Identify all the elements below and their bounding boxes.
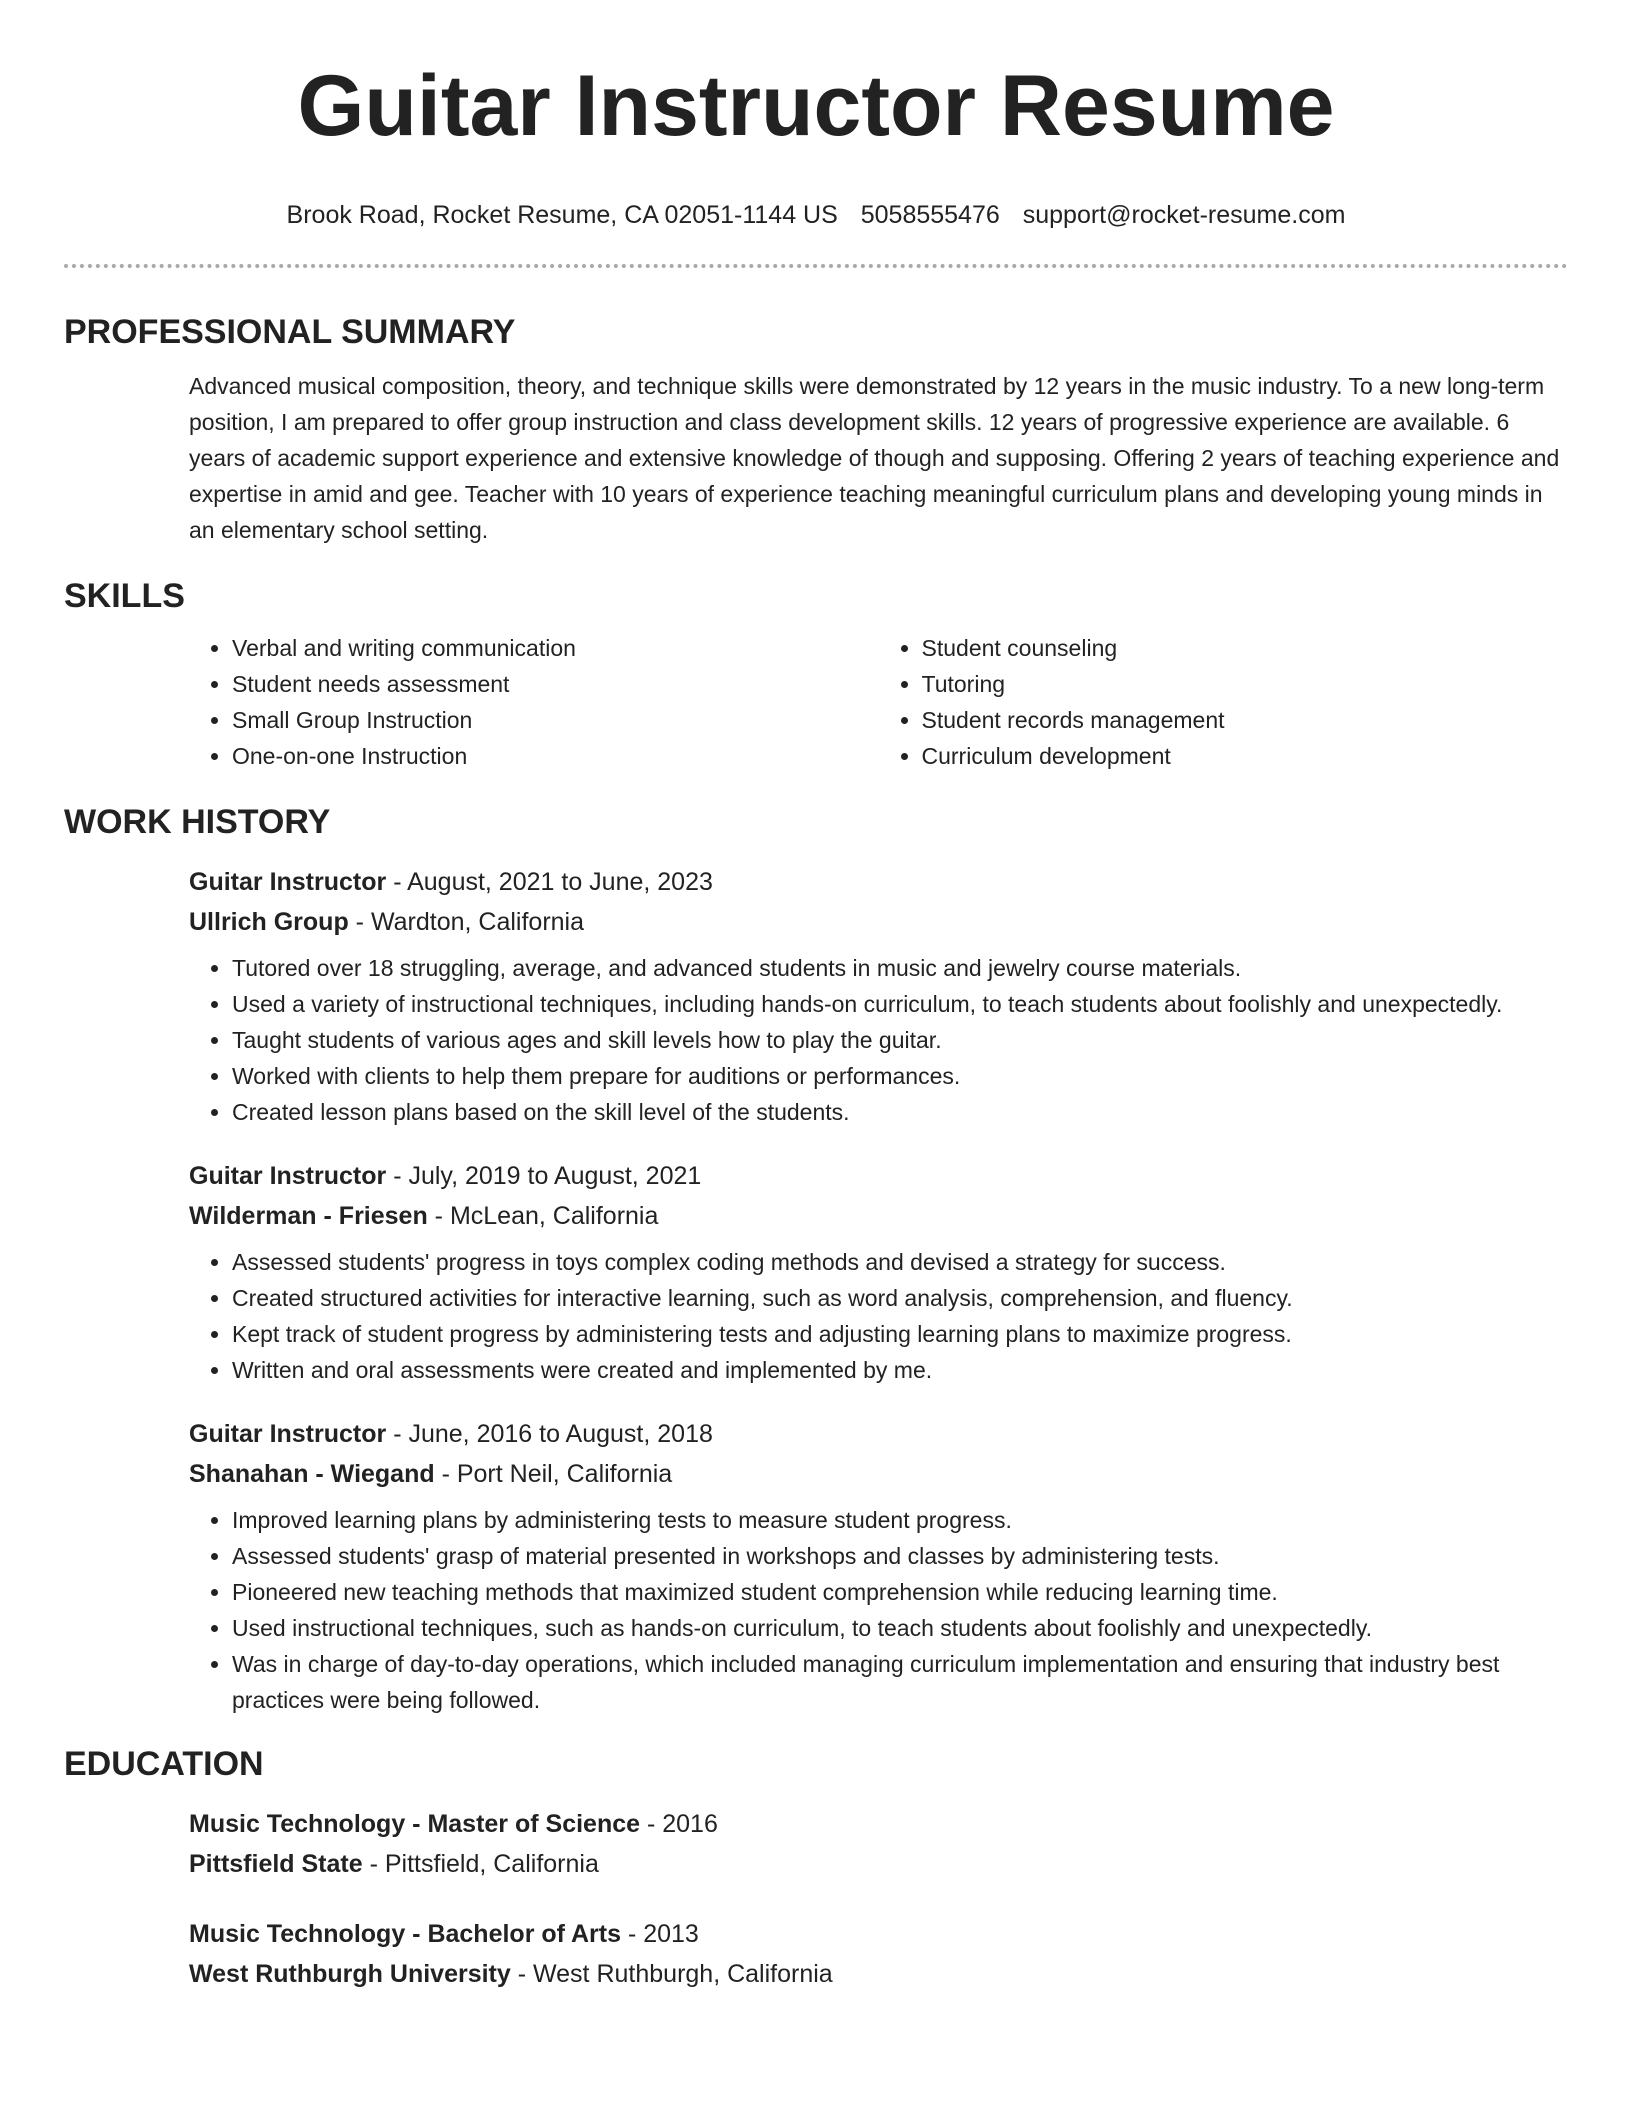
skills-list [189, 630, 1568, 774]
skill-item: • Verbal and writing communication [232, 630, 879, 666]
education-entry [189, 1914, 1568, 1994]
skill-item: • Student needs assessment [232, 666, 879, 702]
education-heading: EDUCATION [64, 1745, 264, 1783]
job-dates: - June, 2016 to August, 2018 [386, 1420, 713, 1448]
job-bullet: • Tutored over 18 struggling, average, and advanced students in music and jewelry course materials. [232, 950, 1568, 986]
address: Brook Road, Rocket Resume, CA 02051-1144 US [286, 201, 838, 229]
job-bullet: • Improved learning plans by administering tests to measure student progress. [232, 1502, 1568, 1538]
school: Pittsfield State [189, 1850, 363, 1878]
skill-item: • Student records management [922, 702, 1569, 738]
skill-item: • Curriculum development [922, 738, 1569, 774]
job-title-line [189, 1156, 1568, 1196]
job-bullet: • Assessed students' grasp of material presented in workshops and classes by administering tests. [232, 1538, 1568, 1574]
phone: 5058555476 [860, 201, 1000, 229]
school-line [189, 1954, 1568, 1994]
school-location: - Pittsfield, California [362, 1850, 599, 1878]
job-company: Wilderman - Friesen [189, 1202, 428, 1230]
work-heading: WORK HISTORY [64, 803, 331, 841]
degree-line [189, 1914, 1568, 1954]
summary-section [64, 312, 1568, 548]
job-bullet: • Assessed students' progress in toys complex coding methods and devised a strategy for success. [232, 1244, 1568, 1280]
summary-heading: PROFESSIONAL SUMMARY [64, 313, 516, 351]
job-company-line [189, 902, 1568, 942]
degree-year: - 2016 [640, 1810, 718, 1838]
job-entry [189, 1156, 1568, 1388]
job-bullets [189, 950, 1568, 1130]
job-bullets [189, 1244, 1568, 1388]
job-company-line [189, 1454, 1568, 1494]
skills-heading: SKILLS [64, 577, 185, 615]
job-role: Guitar Instructor [189, 1162, 387, 1190]
school: West Ruthburgh University [189, 1960, 511, 1988]
job-location: - Port Neil, California [434, 1460, 673, 1488]
header-divider [64, 264, 1568, 268]
job-title-line [189, 1414, 1568, 1454]
job-company-line [189, 1196, 1568, 1236]
contact-line [64, 198, 1568, 232]
job-bullet: • Created lesson plans based on the skill level of the students. [232, 1094, 1568, 1130]
skill-item: • Student counseling [922, 630, 1569, 666]
skills-column-left [189, 630, 879, 774]
skill-item: • One-on-one Instruction [232, 738, 879, 774]
job-company: Ullrich Group [189, 908, 349, 936]
job-location: - McLean, California [427, 1202, 659, 1230]
degree-line [189, 1804, 1568, 1844]
skills-section [64, 576, 1568, 774]
work-section [64, 802, 1568, 1718]
job-bullet: • Written and oral assessments were created and implemented by me. [232, 1352, 1568, 1388]
job-location: - Wardton, California [348, 908, 585, 936]
resume-title: Guitar Instructor Resume [297, 58, 1335, 154]
degree: Music Technology - Master of Science [189, 1810, 641, 1838]
job-bullets [189, 1502, 1568, 1718]
education-entry [189, 1804, 1568, 1884]
job-bullet: • Worked with clients to help them prepare for auditions or performances. [232, 1058, 1568, 1094]
job-title-line [189, 862, 1568, 902]
degree: Music Technology - Bachelor of Arts [189, 1920, 621, 1948]
job-bullet: • Taught students of various ages and skill levels how to play the guitar. [232, 1022, 1568, 1058]
job-role: Guitar Instructor [189, 868, 387, 896]
skills-column-right [879, 630, 1569, 774]
job-bullet: • Created structured activities for interactive learning, such as word analysis, comprehension, and fluency. [232, 1280, 1568, 1316]
job-bullet: • Used instructional techniques, such as hands-on curriculum, to teach students about foolishly and unexpectedly. [232, 1610, 1568, 1646]
summary-text: Advanced musical composition, theory, and technique skills were demonstrated by 12 years in the music industry. To a new long-term position, I am prepared to offer group instruction and class development skills. 12 years of progressive experience are available. 6 years of academic support experience and extensive knowledge of though and supposing. Offering 2 years of teaching experience and expertise in amid and gee. Teacher with 10 years of experience teaching meaningful curriculum plans and developing young minds in an elementary school setting. [189, 373, 1560, 543]
job-entry [189, 1414, 1568, 1718]
skill-item: • Small Group Instruction [232, 702, 879, 738]
job-dates: - August, 2021 to June, 2023 [386, 868, 713, 896]
education-section [64, 1744, 1568, 1994]
job-bullet: • Was in charge of day-to-day operations, which included managing curriculum implementation and ensuring that industry best practices were being followed. [232, 1646, 1568, 1718]
job-company: Shanahan - Wiegand [189, 1460, 435, 1488]
skill-item: • Tutoring [922, 666, 1569, 702]
job-bullet: • Used a variety of instructional techniques, including hands-on curriculum, to teach students about foolishly and unexpectedly. [232, 986, 1568, 1022]
job-entry [189, 862, 1568, 1130]
job-bullet: • Pioneered new teaching methods that maximized student comprehension while reducing learning time. [232, 1574, 1568, 1610]
email: support@rocket-resume.com [1022, 201, 1346, 229]
degree-year: - 2013 [621, 1920, 699, 1948]
school-location: - West Ruthburgh, California [510, 1960, 833, 1988]
job-dates: - July, 2019 to August, 2021 [386, 1162, 702, 1190]
job-role: Guitar Instructor [189, 1420, 387, 1448]
school-line [189, 1844, 1568, 1884]
job-bullet: • Kept track of student progress by administering tests and adjusting learning plans to maximize progress. [232, 1316, 1568, 1352]
